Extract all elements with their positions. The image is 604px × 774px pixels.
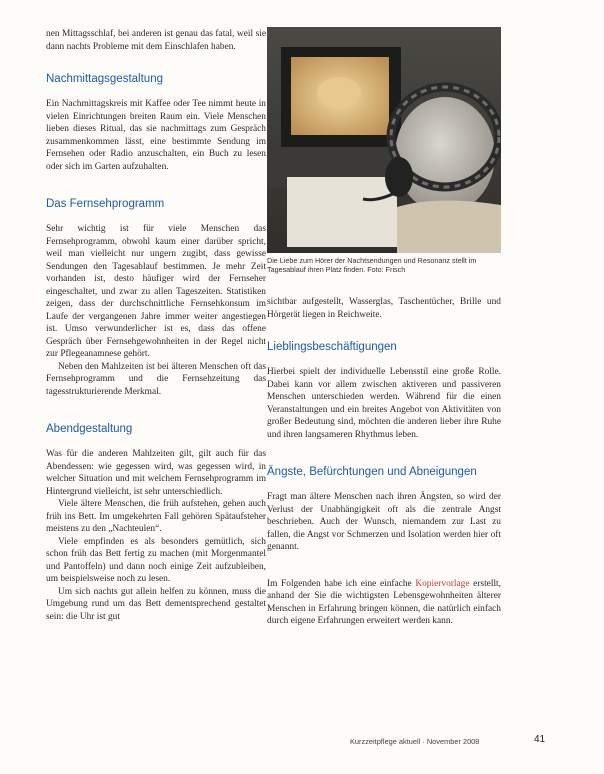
page-number: 41 <box>534 734 546 745</box>
paragraph-nachmittag: Ein Nachmittagskreis mit Kaffee oder Tee nimmt heute in vielen Einrichtungen breiten Raum ein. Viele Menschen lieben dieses Ritual, das sie nachmittags zum Gespräch zusammenkommen lässt, eine bestimmte Sendung im Fernsehen oder Radio anzuschalten, ein Buch zu lesen oder sich im Garten aufzuhalten. <box>46 99 266 172</box>
heading-lieblings: Lieblingsbeschäftigungen <box>267 341 397 353</box>
paragraph-abend-4: Um sich nachts gut allein helfen zu können, muss die Umgebung rund um das Bett dementsprechend gestaltet sein: die Uhr ist gut <box>46 586 266 622</box>
paragraph-fernseh-2: Neben den Mahlzeiten ist bei älteren Menschen oft das Fernsehprogramm und die Fernsehzeitung das tagesstrukturierende Merkmal. <box>46 361 266 397</box>
paragraph-lieblings: Hierbei spielt der individuelle Lebensstil eine große Rolle. Dabei kann vor allem zwischen aktiveren und passiveren Menschen unterschieden werden. Während für die einen Veranstaltungen und ein breites Angebot von Aktivitäten von großer Bedeutung sind, möchten die anderen lieber ihre Ruhe und ihren langsameren Rhythmus leben. <box>267 367 501 440</box>
footer-text: Kurzzeitpflege aktuell · November 2008 <box>350 737 480 746</box>
folgend-text-a: Im Folgenden habe ich eine einfache <box>267 578 416 589</box>
photo-tv-headphones <box>267 27 501 253</box>
heading-abend: Abendgestaltung <box>46 423 133 435</box>
paragraph-continued: sichtbar aufgestellt, Wasserglas, Taschentücher, Brille und Hörgerät liegen in Reichweite. <box>267 297 501 320</box>
folgend-text-b: erstellt, anhand der Sie die wichtigsten Lebensgewohnheiten älterer Menschen in Erfahrung bringen können, die natürlich einfach durch eigene Erfahrungen erweitert werden kann. <box>267 578 501 626</box>
right-column <box>267 296 501 628</box>
paragraph-abend-3: Viele empfinden es als besonders gemütlich, sich schon früh das Bett fertig zu machen (mit Morgenmantel und Pantoffeln) und dann noch einige Zeit aufzubleiben, um beispielsweise noch zu lesen. <box>46 536 266 584</box>
paragraph-fernseh-1: Sehr wichtig ist für viele Menschen das Fernsehprogramm, obwohl kaum einer darüber spricht, weil man vielleicht nur ungern zugibt, dass gewisse Sendungen den Tagesablauf bestimmen. Je mehr Zeit vorhanden ist, desto häufiger wird der Fernseher eingeschaltet, und zwar zu allen Tageszeiten. Statistiken zeigen, dass der durchschnittliche Fernsehkonsum im Laufe der vergangenen Jahre immer weiter angestiegen ist. Umso verwunderlicher ist es, dass das offene Gespräch über Fernsehgewohnheiten in der Regel nicht zur Pflegeanamnese gehört. <box>46 224 266 359</box>
kopiervorlage-link[interactable]: Kopiervorlage <box>415 578 470 589</box>
heading-nachmittag: Nachmittagsgestaltung <box>46 73 163 85</box>
heading-aengste: Ängste, Befürchtungen und Abneigungen <box>267 466 477 478</box>
paragraph-abend-1: Was für die anderen Mahlzeiten gilt, gilt auch für das Abendessen: wie gegessen wird, was gegessen wird, in welcher Situation und mit welchem Fernsehprogramm im Hintergrund vielleicht, ist sehr unterschiedlich. <box>46 449 266 497</box>
paragraph-aengste: Fragt man ältere Menschen nach ihren Ängsten, so wird der Verlust der Unabhängigkeit oft als die zentrale Angst beschrieben. Auch der Wunsch, niemandem zur Last zu fallen, die Angst vor Schmerzen und Isolation werden hier oft genannt. <box>267 492 501 552</box>
photo-illustration <box>267 27 501 253</box>
photo-caption: Die Liebe zum Hörer der Nachtsendungen und Resonanz stellt im Tagesablauf ihren Platz finden. Foto: Frisch <box>267 256 477 275</box>
left-column <box>46 28 266 623</box>
heading-fernseh: Das Fernsehprogramm <box>46 198 165 210</box>
intro-paragraph: nen Mittagsschlaf, bei anderen ist genau das fatal, weil sie dann nachts Probleme mit dem Einschlafen haben. <box>46 29 266 52</box>
paragraph-abend-2: Viele ältere Menschen, die früh aufstehen, gehen auch früh ins Bett. Im umgekehrten Fall gehören Spätaufsteher meistens zu den „Nachteulen“. <box>46 499 266 534</box>
paragraph-folgend <box>267 578 501 628</box>
